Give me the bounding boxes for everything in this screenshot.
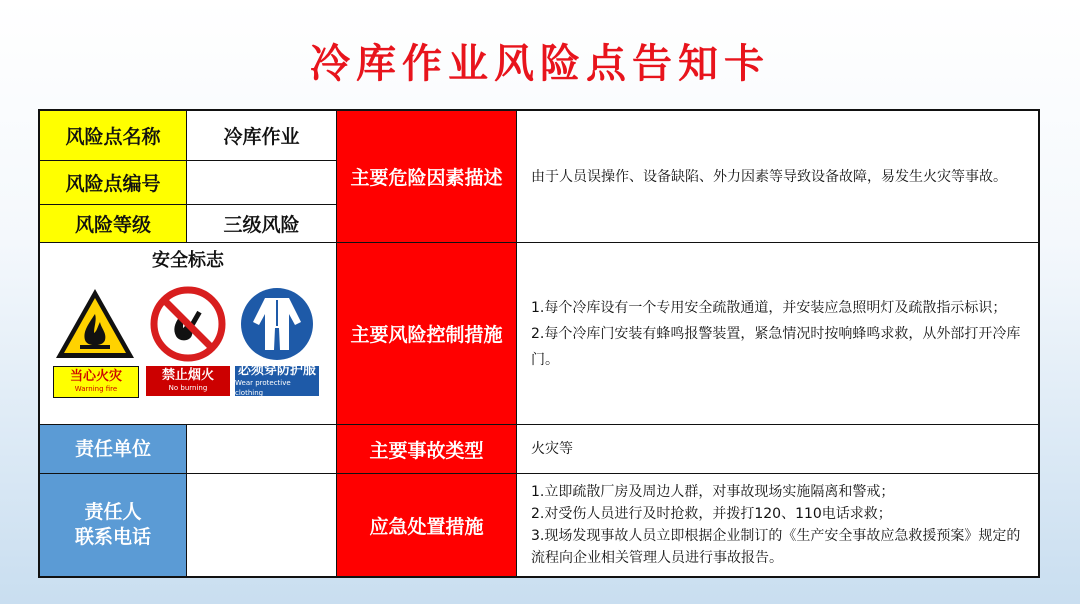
responsible-unit-text: 责任单位 xyxy=(74,437,151,460)
risk-name-value: 冷库作业 xyxy=(187,111,336,160)
sign-plate xyxy=(235,363,319,397)
grid-line xyxy=(40,473,1038,474)
risk-level-label: 风险等级 xyxy=(40,205,186,242)
responsible-person-line1: 责任人 xyxy=(84,501,142,523)
page-title: 冷库作业风险点告知卡 xyxy=(310,41,770,87)
sign-no-burning xyxy=(146,286,230,396)
grid-line xyxy=(516,111,517,576)
sign-plate xyxy=(146,366,230,396)
risk-number-label: 风险点编号 xyxy=(40,161,186,204)
protective-clothing-icon xyxy=(235,286,319,362)
sign-warning-fire xyxy=(53,286,137,398)
sign-text-cn: 禁止烟火 xyxy=(161,368,214,383)
sign-text-en: Warning fire xyxy=(74,385,118,393)
grid-line xyxy=(40,242,1038,243)
risk-level-value: 三级风险 xyxy=(187,205,336,242)
grid-line xyxy=(40,204,336,205)
no-burning-icon xyxy=(146,286,230,362)
grid-line xyxy=(186,111,187,242)
control-measures-text xyxy=(517,243,1038,424)
risk-number-value xyxy=(187,161,336,204)
hazard-desc-text xyxy=(517,111,1038,242)
desc-line: 3.现场发现事故人员立即根据企业制订的《生产安全事故应急救援预案》规定的流程向企业相关管理人员进行事故报告。 xyxy=(531,528,1021,566)
safety-signs-title: 安全标志 xyxy=(152,250,224,271)
grid-line xyxy=(186,425,187,576)
sign-text-en: Wear protective clothing xyxy=(235,379,291,397)
grid-line xyxy=(40,160,336,161)
grid-line xyxy=(336,111,337,576)
responsible-unit-value xyxy=(187,425,336,473)
sign-plate xyxy=(53,366,139,398)
sign-text-cn: 当心火灾 xyxy=(69,369,122,384)
desc-line: 1.立即疏散厂房及周边人群，对事故现场实施隔离和警戒； xyxy=(531,484,895,500)
desc-line: 2.对受伤人员进行及时抢救，并拨打120、110电话求救； xyxy=(531,506,892,522)
responsible-person-value xyxy=(187,474,336,576)
accident-type-label: 主要事故类型 xyxy=(337,425,516,473)
accident-type-text xyxy=(517,425,1038,473)
risk-name-label: 风险点名称 xyxy=(40,111,186,160)
desc-line: 2.每个冷库门安装有蜂鸣报警装置，紧急情况时按响蜂鸣求救，从外部打开冷库门。 xyxy=(531,325,1021,368)
responsible-unit-label xyxy=(40,425,186,473)
sign-text-cn: 必须穿防护服 xyxy=(237,363,316,378)
desc-line: 1.每个冷库设有一个专用安全疏散通道，并安装应急照明灯及疏散指示标识； xyxy=(531,299,1007,316)
responsible-person-label xyxy=(40,474,186,576)
desc-line: 火灾等 xyxy=(531,441,573,457)
desc-line: 由于人员误操作、设备缺陷、外力因素等导致设备故障，易发生火灾等事故。 xyxy=(531,168,1007,185)
responsible-person-line2: 联系电话 xyxy=(74,526,151,548)
emergency-text xyxy=(517,474,1038,576)
hazard-desc-label: 主要危险因素描述 xyxy=(337,111,516,242)
grid-line xyxy=(40,424,1038,425)
sign-protective-clothing xyxy=(235,286,319,396)
control-measures-label: 主要风险控制措施 xyxy=(337,243,516,424)
fire-warning-icon xyxy=(53,286,137,362)
sign-text-en: No burning xyxy=(168,384,208,392)
emergency-label: 应急处置措施 xyxy=(337,474,516,576)
